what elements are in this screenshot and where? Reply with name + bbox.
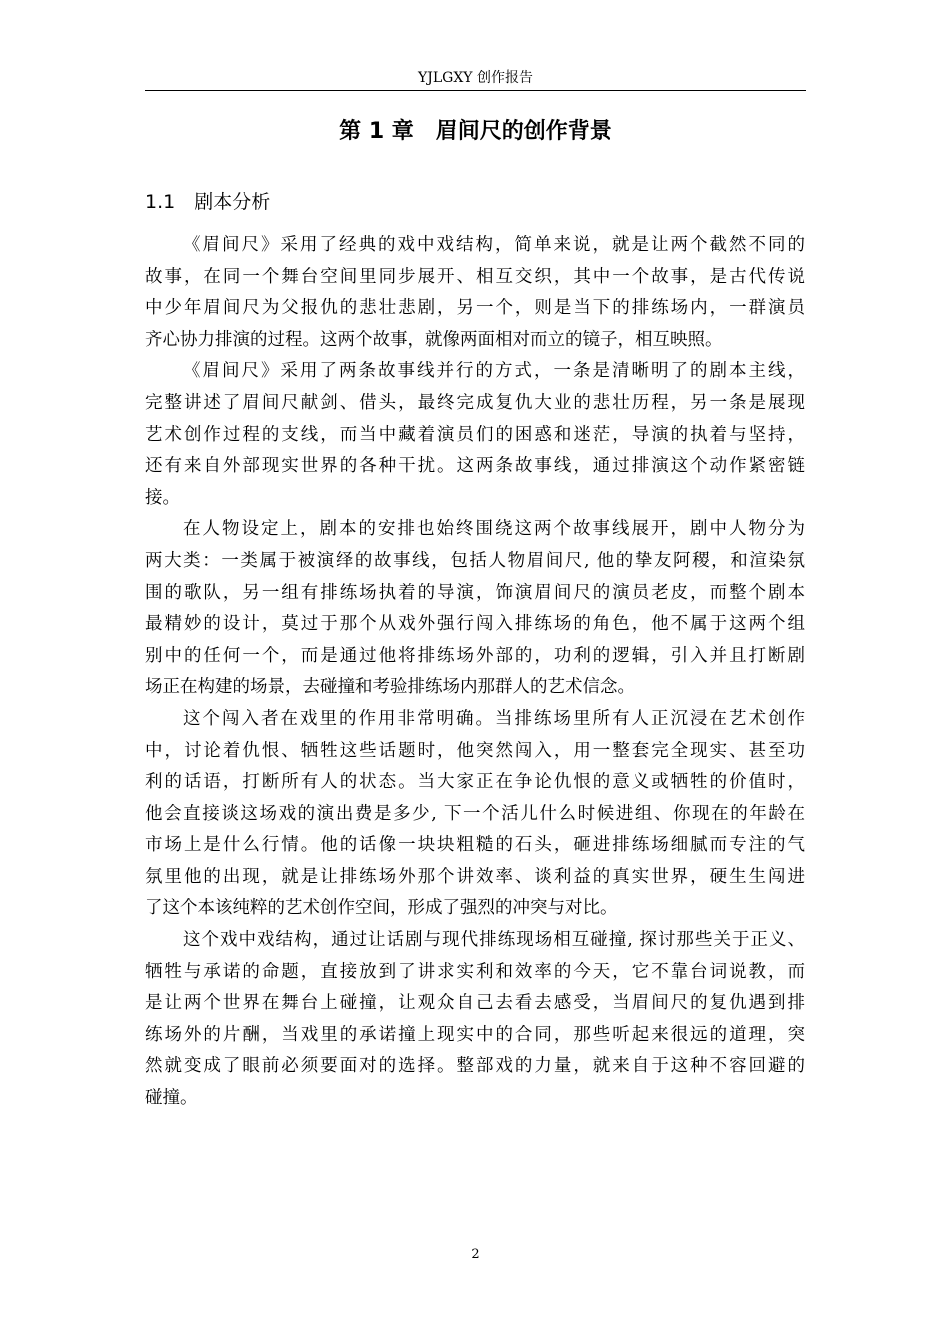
paragraph-5: [145, 925, 805, 1115]
text-line: 围的歌队，另一组有排练场执着的导演，饰演眉间尺的演员老皮，而整个剧本: [145, 582, 805, 603]
text-line: 两大类：一类属于被演绎的故事线，包括人物眉间尺, 他的挚友阿稷，和渲染氛: [145, 550, 805, 571]
text-line: 在人物设定上，剧本的安排也始终围绕这两个故事线展开，剧中人物分为: [183, 519, 805, 540]
text-line: 然就变成了眼前必须要面对的选择。整部戏的力量，就来自于这种不容回避的: [145, 1056, 805, 1077]
text-line: 还有来自外部现实世界的各种干扰。这两条故事线，通过排演这个动作紧密链: [145, 456, 805, 477]
text-line: 接。: [145, 487, 180, 508]
text-line: 最精妙的设计，莫过于那个从戏外强行闯入排练场的角色，他不属于这两个组: [145, 614, 805, 635]
text-line: 市场上是什么行情。他的话像一块块粗糙的石头，砸进排练场细腻而专注的气: [145, 835, 805, 856]
paragraph-1: [145, 230, 805, 356]
text-line: 这个闯入者在戏里的作用非常明确。当排练场里所有人正沉浸在艺术创作: [183, 708, 805, 729]
page-header: [145, 68, 806, 91]
paragraph-2: [145, 356, 805, 514]
header-title: YJLGXY 创作报告: [418, 70, 533, 86]
text-line: 《眉间尺》采用了两条故事线并行的方式，一条是清晰明了的剧本主线，: [183, 361, 805, 382]
paragraph-4: [145, 704, 805, 925]
text-line: 别中的任何一个，而是通过他将排练场外部的，功利的逻辑，引入并且打断剧: [145, 645, 805, 666]
text-line: 中，讨论着仇恨、牺牲这些话题时，他突然闯入，用一整套完全现实、甚至功: [145, 740, 805, 761]
text-line: 这个戏中戏结构，通过让话剧与现代排练现场相互碰撞, 探讨那些关于正义、: [183, 930, 805, 951]
page-number: [145, 1246, 806, 1264]
text-line: 氛里他的出现，就是让排练场外那个讲效率、谈利益的真实世界，硬生生闯进: [145, 866, 805, 887]
text-line: 碰撞。: [145, 1088, 198, 1109]
paragraph-3: [145, 514, 805, 704]
body-text: [145, 230, 805, 1115]
text-line: 艺术创作过程的支线，而当中藏着演员们的困惑和迷茫，导演的执着与坚持，: [145, 424, 805, 445]
text-line: 场正在构建的场景，去碰撞和考验排练场内那群人的艺术信念。: [145, 677, 635, 698]
text-line: 他会直接谈这场戏的演出费是多少, 下一个活儿什么时候进组、你现在的年龄在: [145, 803, 805, 824]
section-title: 1.1 剧本分析: [145, 191, 271, 213]
text-line: 完整讲述了眉间尺献剑、借头，最终完成复仇大业的悲壮历程，另一条是展现: [145, 392, 805, 413]
text-line: 齐心协力排演的过程。这两个故事，就像两面相对而立的镜子，相互映照。: [145, 329, 723, 350]
text-line: 利的话语，打断所有人的状态。当大家正在争论仇恨的意义或牺牲的价值时，: [145, 772, 805, 793]
text-line: 是让两个世界在舞台上碰撞，让观众自己去看去感受，当眉间尺的复仇遇到排: [145, 993, 805, 1014]
text-line: 牺牲与承诺的命题，直接放到了讲求实利和效率的今天，它不靠台词说教，而: [145, 961, 805, 982]
text-line: 中少年眉间尺为父报仇的悲壮悲剧，另一个，则是当下的排练场内，一群演员: [145, 298, 805, 319]
text-line: 练场外的片酬，当戏里的承诺撞上现实中的合同，那些听起来很远的道理，突: [145, 1024, 805, 1045]
page-number-text: 2: [471, 1247, 480, 1262]
text-line: 了这个本该纯粹的艺术创作空间，形成了强烈的冲突与对比。: [145, 898, 618, 919]
chapter-title: 第 1 章 眉间尺的创作背景: [339, 119, 612, 144]
text-line: 《眉间尺》采用了经典的戏中戏结构，简单来说，就是让两个截然不同的: [183, 235, 805, 255]
text-line: 故事，在同一个舞台空间里同步展开、相互交织，其中一个故事，是古代传说: [145, 266, 805, 287]
